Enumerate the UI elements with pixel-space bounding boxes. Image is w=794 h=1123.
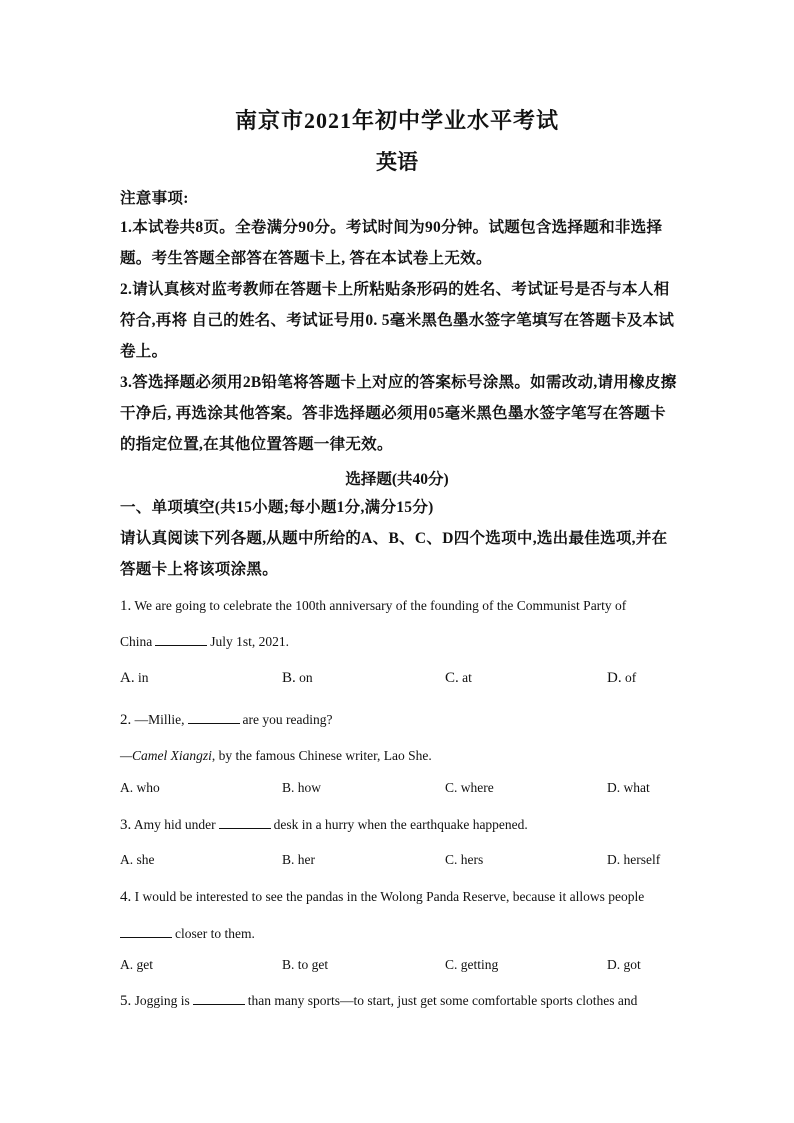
question-text: Amy hid under <box>133 817 216 832</box>
question-4-line-1 <box>120 888 680 906</box>
part-one-instruction: 请认真阅读下列各题,从题中所给的A、B、C、D四个选项中,选出最佳选项,并在答题卡上将该项涂黑。 <box>120 530 668 578</box>
question-text: Jogging is <box>134 993 190 1008</box>
notice-item-2: 2.请认真核对监考教师在答题卡上所粘贴条形码的姓名、考试证号是否与本人相符合,再将 自己的姓名、考试证号用0. 5毫米黑色墨水签字笔填写在答题卡及本试卷上。 <box>120 281 675 360</box>
question-text: July 1st, 2021. <box>210 634 290 649</box>
part-one-heading: 一、单项填空(共15小题;每小题1分,满分15分) <box>120 499 434 516</box>
answer-blank[interactable] <box>193 992 245 1005</box>
question-number: 1. <box>120 598 132 614</box>
question-text: —Millie, <box>134 712 185 727</box>
question-number: 4. <box>120 889 132 905</box>
answer-blank[interactable] <box>155 633 207 646</box>
subject-title: 英语 <box>376 150 418 174</box>
option-d[interactable]: D. what <box>607 780 650 795</box>
exam-title: 南京市2021年初中学业水平考试 <box>234 108 559 133</box>
option-a[interactable]: A. get <box>120 957 153 972</box>
question-5-line-1 <box>120 992 680 1010</box>
option-d[interactable] <box>607 670 636 687</box>
option-letter: B. <box>282 670 296 686</box>
answer-blank[interactable] <box>120 925 172 938</box>
question-number: 2. <box>120 712 132 728</box>
question-2-answer-line <box>120 747 680 765</box>
question-1-line-1 <box>120 597 680 615</box>
question-1-line-2 <box>120 633 680 651</box>
question-3-line-1 <box>120 816 680 834</box>
option-a[interactable]: A. who <box>120 780 160 795</box>
option-text: on <box>299 670 313 685</box>
question-text: closer to them. <box>175 926 255 941</box>
option-b[interactable] <box>282 670 313 687</box>
question-text: desk in a hurry when the earthquake happened. <box>273 817 528 832</box>
notice-item-3: 3.答选择题必须用2B铅笔将答题卡上对应的答案标号涂黑。如需改动,请用橡皮擦干净后, 再选涂其他答案。答非选择题必须用05毫米黑色墨水签字笔写在答题卡的指定位置,在其他位置答题一律无效。 <box>120 374 677 453</box>
option-c[interactable]: C. where <box>445 780 494 795</box>
option-d[interactable]: D. herself <box>607 852 661 867</box>
answer-blank[interactable] <box>219 816 271 829</box>
question-text: China <box>120 634 153 649</box>
option-text: at <box>462 670 472 685</box>
question-text: are you reading? <box>242 712 333 727</box>
answer-blank[interactable] <box>188 711 240 724</box>
option-a[interactable] <box>120 670 148 687</box>
book-title: —Camel Xiangzi <box>120 748 212 763</box>
option-b[interactable]: B. her <box>282 852 315 867</box>
question-number: 5. <box>120 993 132 1009</box>
notice-item-1: 1.本试卷共8页。全卷满分90分。考试时间为90分钟。试题包含选择题和非选择题。考生答题全部答在答题卡上, 答在本试卷上无效。 <box>120 219 663 267</box>
option-text: of <box>624 670 637 685</box>
question-text: , by the famous Chinese writer, Lao She. <box>211 748 432 763</box>
option-letter: C. <box>445 670 459 686</box>
question-number: 3. <box>120 817 132 833</box>
option-b[interactable]: B. to get <box>282 957 329 972</box>
option-c[interactable] <box>445 670 472 687</box>
option-a[interactable]: A. she <box>120 852 155 867</box>
option-c[interactable]: C. hers <box>445 852 484 867</box>
notice-heading: 注意事项: <box>120 190 189 207</box>
option-letter: D. <box>607 670 622 686</box>
option-d[interactable]: D. got <box>607 957 641 972</box>
option-letter: A. <box>120 670 135 686</box>
section-title: 选择题(共40分) <box>345 471 449 488</box>
option-c[interactable]: C. getting <box>445 957 499 972</box>
question-2-line-1 <box>120 711 680 729</box>
question-4-line-2 <box>120 925 680 943</box>
question-text: We are going to celebrate the 100th anniversary of the founding of the Communist Party of <box>134 598 627 613</box>
question-text: I would be interested to see the pandas in the Wolong Panda Reserve, because it allows people <box>134 889 645 904</box>
option-text: in <box>137 670 149 685</box>
question-text: than many sports—to start, just get some comfortable sports clothes and <box>247 993 638 1008</box>
option-b[interactable]: B. how <box>282 780 322 795</box>
